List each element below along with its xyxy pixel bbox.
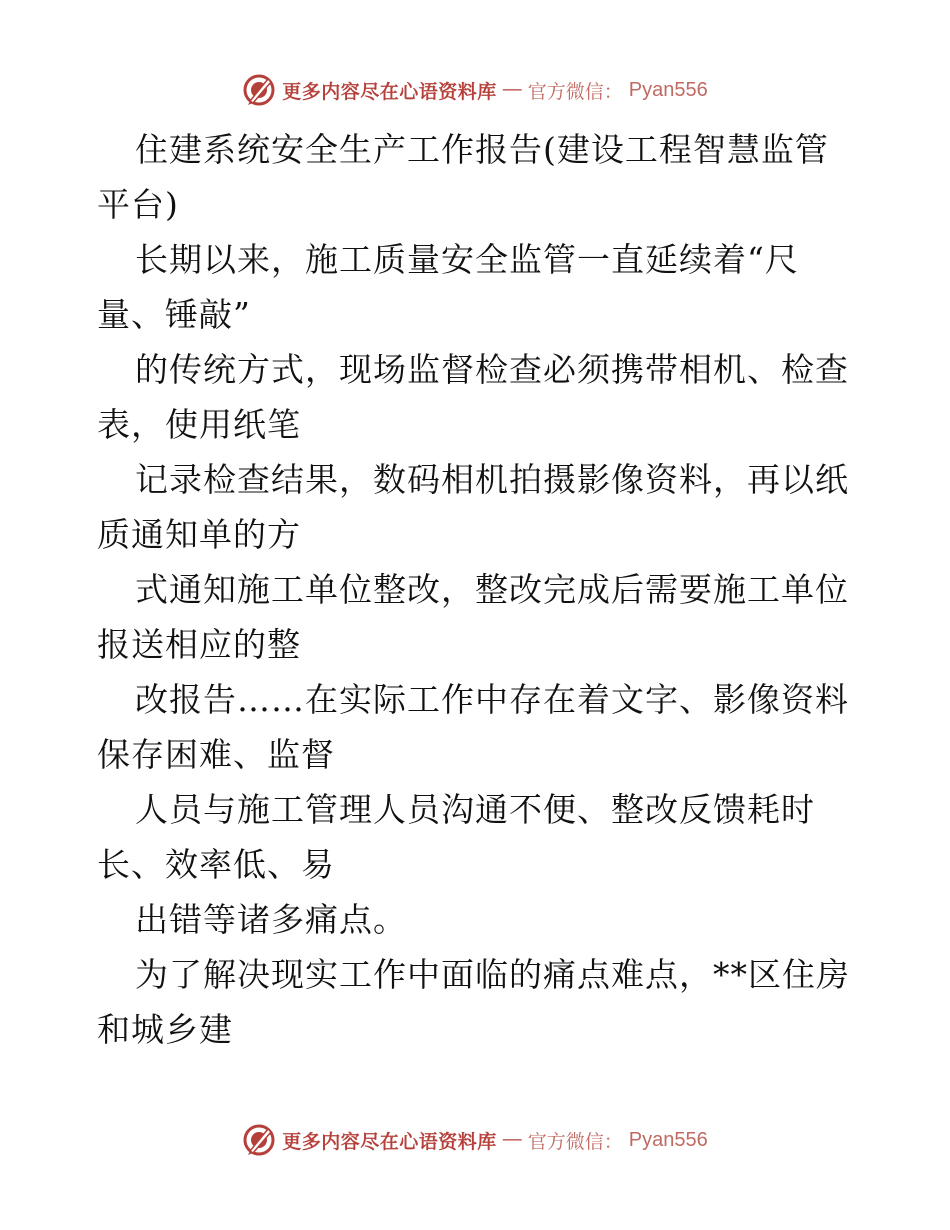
header-banner	[0, 70, 950, 110]
paragraph: 式通知施工单位整改，整改完成后需要施工单位报送相应的整	[97, 570, 849, 664]
banner-brand-text: 更多内容尽在心语资料库	[282, 80, 497, 103]
banner-wechat-label: 官方微信：	[527, 1130, 623, 1153]
paragraph: 记录检查结果，数码相机拍摄影像资料，再以纸质通知单的方	[97, 460, 849, 554]
paragraph: 为了解决现实工作中面临的痛点难点，**区住房和城乡建	[97, 955, 850, 1049]
pen-logo-icon	[242, 1123, 276, 1157]
paragraph-title: 住建系统安全生产工作报告(建设工程智慧监管平台)	[97, 130, 829, 224]
footer-banner	[0, 1120, 950, 1160]
banner-wechat-id: Pyan556	[628, 1128, 708, 1151]
pen-logo-icon	[242, 73, 276, 107]
paragraph: 出错等诸多痛点。	[135, 900, 407, 939]
document-body	[97, 122, 857, 1057]
banner-wechat-id: Pyan556	[628, 78, 708, 101]
banner-brand-text: 更多内容尽在心语资料库	[282, 1130, 497, 1153]
paragraph: 改报告……在实际工作中存在着文字、影像资料保存困难、监督	[97, 680, 849, 774]
paragraph: 的传统方式，现场监督检查必须携带相机、检查表，使用纸笔	[97, 350, 849, 444]
paragraph: 长期以来，施工质量安全监管一直延续着“尺量、锤敲”	[97, 240, 799, 334]
banner-dash: —	[502, 1129, 522, 1150]
banner-dash: —	[502, 79, 522, 100]
banner-wechat-label: 官方微信：	[527, 80, 623, 103]
paragraph: 人员与施工管理人员沟通不便、整改反馈耗时长、效率低、易	[97, 790, 815, 884]
